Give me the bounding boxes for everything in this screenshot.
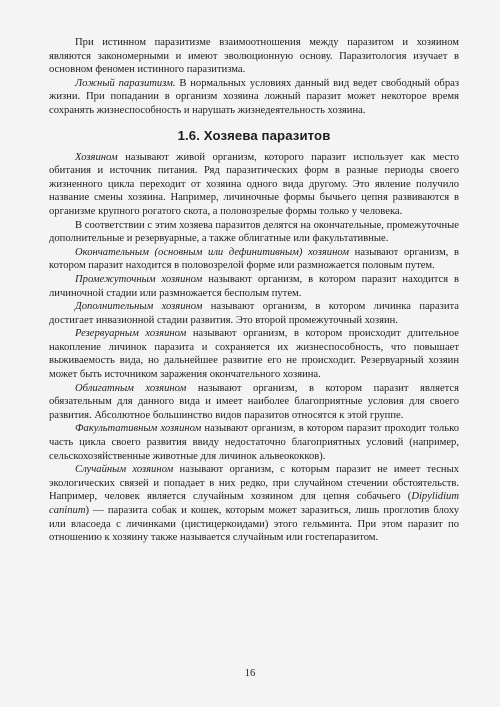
paragraph: [49, 327, 459, 381]
term: Ложный паразитизм.: [75, 77, 176, 89]
latin-name: Dipylidium caninum: [49, 491, 459, 516]
paragraph: [49, 300, 459, 327]
paragraph-text: называют организм, в котором личинка паразита достигает инвазионной стадии развития. Это второй промежуточный хозяин.: [49, 301, 460, 326]
term: Дополнительным хозяином: [75, 301, 203, 313]
page-number: 16: [244, 668, 256, 679]
paragraph: [49, 77, 459, 118]
paragraph-text: называют организм, в котором паразит проходит только часть цикла своего развития ввиду недостаточно благоприятных условий (например, сельскохозяйственные животные для личинок альвеококков).: [49, 423, 459, 462]
paragraph: [49, 151, 459, 219]
section-title: 1.6. Хозяева паразитов: [177, 127, 331, 143]
paragraph-text: называют организм, в котором паразит находится в личиночной стадии или размножается бесполым путем.: [49, 273, 459, 299]
paragraph-text: называют организм, в котором происходит длительное накопление личинок паразита и сохраняется их жизнеспособность, что повышает выживаемость вида, но дальнейшее развитие его не происходит. Резервуарный хозяин может быть источником заражения окончательного хозяина.: [49, 328, 459, 381]
paragraph-text: называют организм, в котором паразит находится в половозрелой форме или размножается половым путем.: [49, 246, 459, 272]
paragraph-text: В соответствии с этим хозяева паразитов делятся на окончательные, промежуточные дополнительные и резервуарные, а также облигатные или факультативные.: [49, 219, 459, 245]
term: Случайным хозяином: [75, 464, 174, 476]
term: Окончательным (основным или дефинитивным) хозяином: [75, 246, 349, 258]
term: Факультативным хозяином: [75, 423, 202, 435]
paragraph-text: называют организм, в котором паразит является обязательным для данного вида и имеет наиболее благоприятные условия для своего развития. Абсолютное большинство видов паразитов относятся к этой группе.: [49, 382, 459, 421]
term: Промежуточным хозяином: [75, 273, 203, 285]
paragraph: [49, 422, 459, 463]
paragraph: [49, 382, 459, 423]
term: Хозяином: [75, 151, 118, 163]
paragraph: При истинном паразитизме взаимоотношения между паразитом и хозяином являются закономерными и имеют эволюционную основу. Паразитология изучает в основном феномен истинного паразитизма.: [49, 37, 459, 76]
paragraph-text: называют живой организм, которого паразит использует как место обитания и источник питания. Ряд паразитических форм в разные периоды своего жизненного цикла переходит от хозяина одного вида другому. Это явление получило название смены хозяина. Например, личиночные формы бычьего цепня развиваются в организме крупного рогатого скота, а половозрелые формы только у человека.: [49, 151, 459, 217]
paragraph: [49, 273, 459, 300]
term: Резервуарным хозяином: [75, 328, 187, 340]
paragraph: [49, 219, 459, 246]
page-body: [49, 36, 459, 545]
paragraph-text: называют организм, с которым паразит не имеет тесных экологических связей и попадает в них редко, при случайном стечении обстоятельств. Например, человек является случайным хозяином для цепня собачьего (: [49, 464, 459, 503]
paragraph: [49, 246, 459, 273]
paragraph: [49, 463, 459, 545]
term: Облигатным хозяином: [75, 382, 187, 394]
paragraph-text: В нормальных условиях данный вид ведет свободный образ жизни. При попадании в организм хозяина ложный паразит может некоторое время сохранять жизнеспособность и нарушать жизнедеятельность хозяина.: [49, 77, 460, 116]
paragraph-text: ) — паразита собак и кошек, которым может заразиться, лишь проглотив блоху или власоеда с личинками (цистицеркоидами) этого гельминта. При этом паразит по отношению к хозяину также называется случайным или гостепаразитом.: [49, 505, 459, 544]
